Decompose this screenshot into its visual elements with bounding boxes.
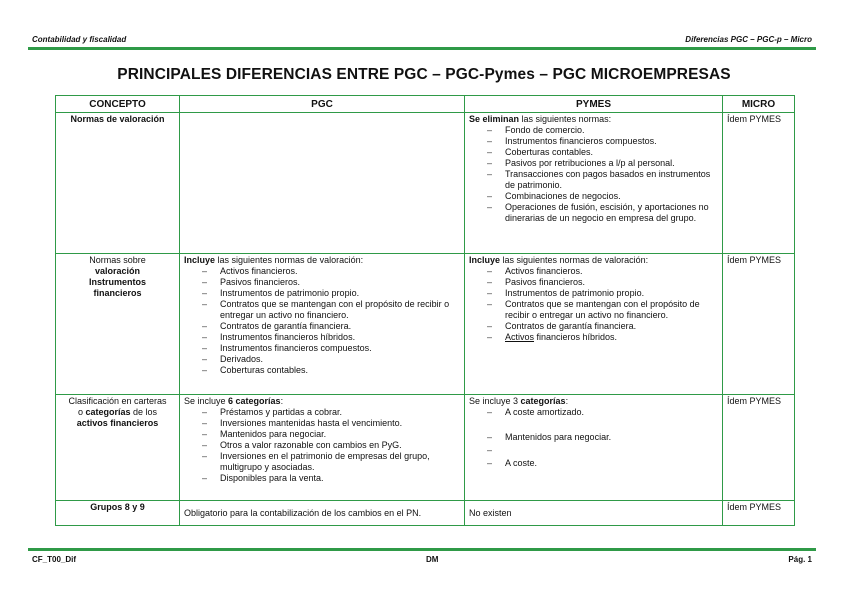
list-item: – Contratos de garantía financiera. (202, 321, 460, 332)
pgc-intro: Incluye las siguientes normas de valoración: (184, 255, 364, 265)
list-item: – Otros a valor razonable con cambios en PyG. (202, 440, 460, 451)
header-right: Diferencias PGC – PGC-p – Micro (685, 35, 812, 44)
list-item: – Disponibles para la venta. (202, 473, 460, 484)
pgc-list (184, 407, 460, 484)
concept-cell (56, 501, 180, 526)
list-item: – Fondo de comercio. (487, 125, 718, 136)
list-item (487, 445, 718, 456)
list-item: – Mantenidos para negociar. (202, 429, 460, 440)
col-header-pgc: PGC (180, 96, 465, 113)
concept-label: Grupos 8 y 9 (90, 502, 145, 512)
list-item: – A coste. (487, 458, 718, 469)
pymes-list (469, 407, 718, 469)
concept-label: activos financieros (76, 418, 159, 428)
table-row (56, 113, 795, 254)
list-item: – Pasivos financieros. (487, 277, 718, 288)
list-item: – Activos financieros híbridos. (487, 332, 718, 343)
list-item: – Préstamos y partidas a cobrar. (202, 407, 460, 418)
table-row (56, 501, 795, 526)
pgc-list (184, 266, 460, 376)
list-item: – Instrumentos financieros compuestos. (202, 343, 460, 354)
pgc-cell: Obligatorio para la contabilización de los cambios en el PN. (180, 501, 465, 526)
micro-cell: Ídem PYMES (723, 113, 795, 254)
list-item: – Mantenidos para negociar. (487, 432, 718, 443)
col-header-concepto: CONCEPTO (56, 96, 180, 113)
list-item: – Inversiones en el patrimonio de empresas del grupo, multigrupo y asociadas. (202, 451, 460, 473)
pymes-cell (465, 254, 723, 395)
concept-label: o categorías de los (77, 407, 158, 417)
list-item: – Activos financieros. (202, 266, 460, 277)
list-item: – Coberturas contables. (202, 365, 460, 376)
list-item: – Operaciones de fusión, escisión, y aportaciones no dinerarias de un negocio en empresa del grupo. (487, 202, 718, 224)
list-item: – Inversiones mantenidas hasta el vencimiento. (202, 418, 460, 429)
list-item: – Contratos que se mantengan con el propósito de recibir o entregar un activo no financiero. (487, 299, 718, 321)
pgc-intro: Se incluye 6 categorías: (184, 396, 284, 406)
pymes-list (469, 125, 718, 224)
list-item: – Contratos que se mantengan con el propósito de recibir o entregar un activo no financiero. (202, 299, 460, 321)
pymes-cell (465, 395, 723, 501)
col-header-micro: MICRO (723, 96, 795, 113)
concept-label: Instrumentos (88, 277, 146, 287)
micro-cell: Ídem PYMES (723, 395, 795, 501)
pgc-cell (180, 395, 465, 501)
concept-label: Clasificación en carteras (68, 396, 167, 406)
pymes-list (469, 266, 718, 343)
header-left: Contabilidad y fiscalidad (32, 35, 127, 44)
pymes-intro: Se incluye 3 categorías: (469, 396, 569, 406)
pymes-intro: Se eliminan las siguientes normas: (469, 114, 612, 124)
concept-label: valoración (94, 266, 141, 276)
concept-label: Normas de valoración (70, 114, 165, 124)
micro-cell: Ídem PYMES (723, 254, 795, 395)
list-item: – Pasivos financieros. (202, 277, 460, 288)
footer-rule (28, 548, 816, 551)
header-rule (28, 47, 816, 50)
list-item: – Transacciones con pagos basados en instrumentos de patrimonio. (487, 169, 718, 191)
micro-cell: Ídem PYMES (723, 501, 795, 526)
footer-center: DM (426, 555, 439, 564)
list-item: – Activos financieros. (487, 266, 718, 277)
list-item: – Instrumentos de patrimonio propio. (487, 288, 718, 299)
table-header-row (56, 96, 795, 113)
list-item: – A coste amortizado. (487, 407, 718, 418)
list-item: – Instrumentos de patrimonio propio. (202, 288, 460, 299)
comparison-table (55, 95, 795, 526)
list-item: – Derivados. (202, 354, 460, 365)
list-item: – Contratos de garantía financiera. (487, 321, 718, 332)
concept-label: Normas sobre (89, 255, 146, 265)
pgc-cell (180, 254, 465, 395)
pgc-cell (180, 113, 465, 254)
pymes-cell: No existen (465, 501, 723, 526)
concept-cell (56, 254, 180, 395)
table-row (56, 395, 795, 501)
list-item: – Combinaciones de negocios. (487, 191, 718, 202)
pymes-intro: Incluye las siguientes normas de valoración: (469, 255, 649, 265)
pymes-cell (465, 113, 723, 254)
list-item: – Instrumentos financieros compuestos. (487, 136, 718, 147)
list-item: – Pasivos por retribuciones a l/p al personal. (487, 158, 718, 169)
footer-left: CF_T00_Dif (32, 555, 77, 564)
list-item: – Instrumentos financieros híbridos. (202, 332, 460, 343)
page-title: PRINCIPALES DIFERENCIAS ENTRE PGC – PGC-Pymes – PGC MICROEMPRESAS (117, 66, 731, 83)
table-row (56, 254, 795, 395)
concept-cell (56, 395, 180, 501)
concept-cell (56, 113, 180, 254)
page-number: Pág. 1 (788, 555, 812, 564)
col-header-pymes: PYMES (465, 96, 723, 113)
concept-label: financieros (93, 288, 142, 298)
list-item: – Coberturas contables. (487, 147, 718, 158)
